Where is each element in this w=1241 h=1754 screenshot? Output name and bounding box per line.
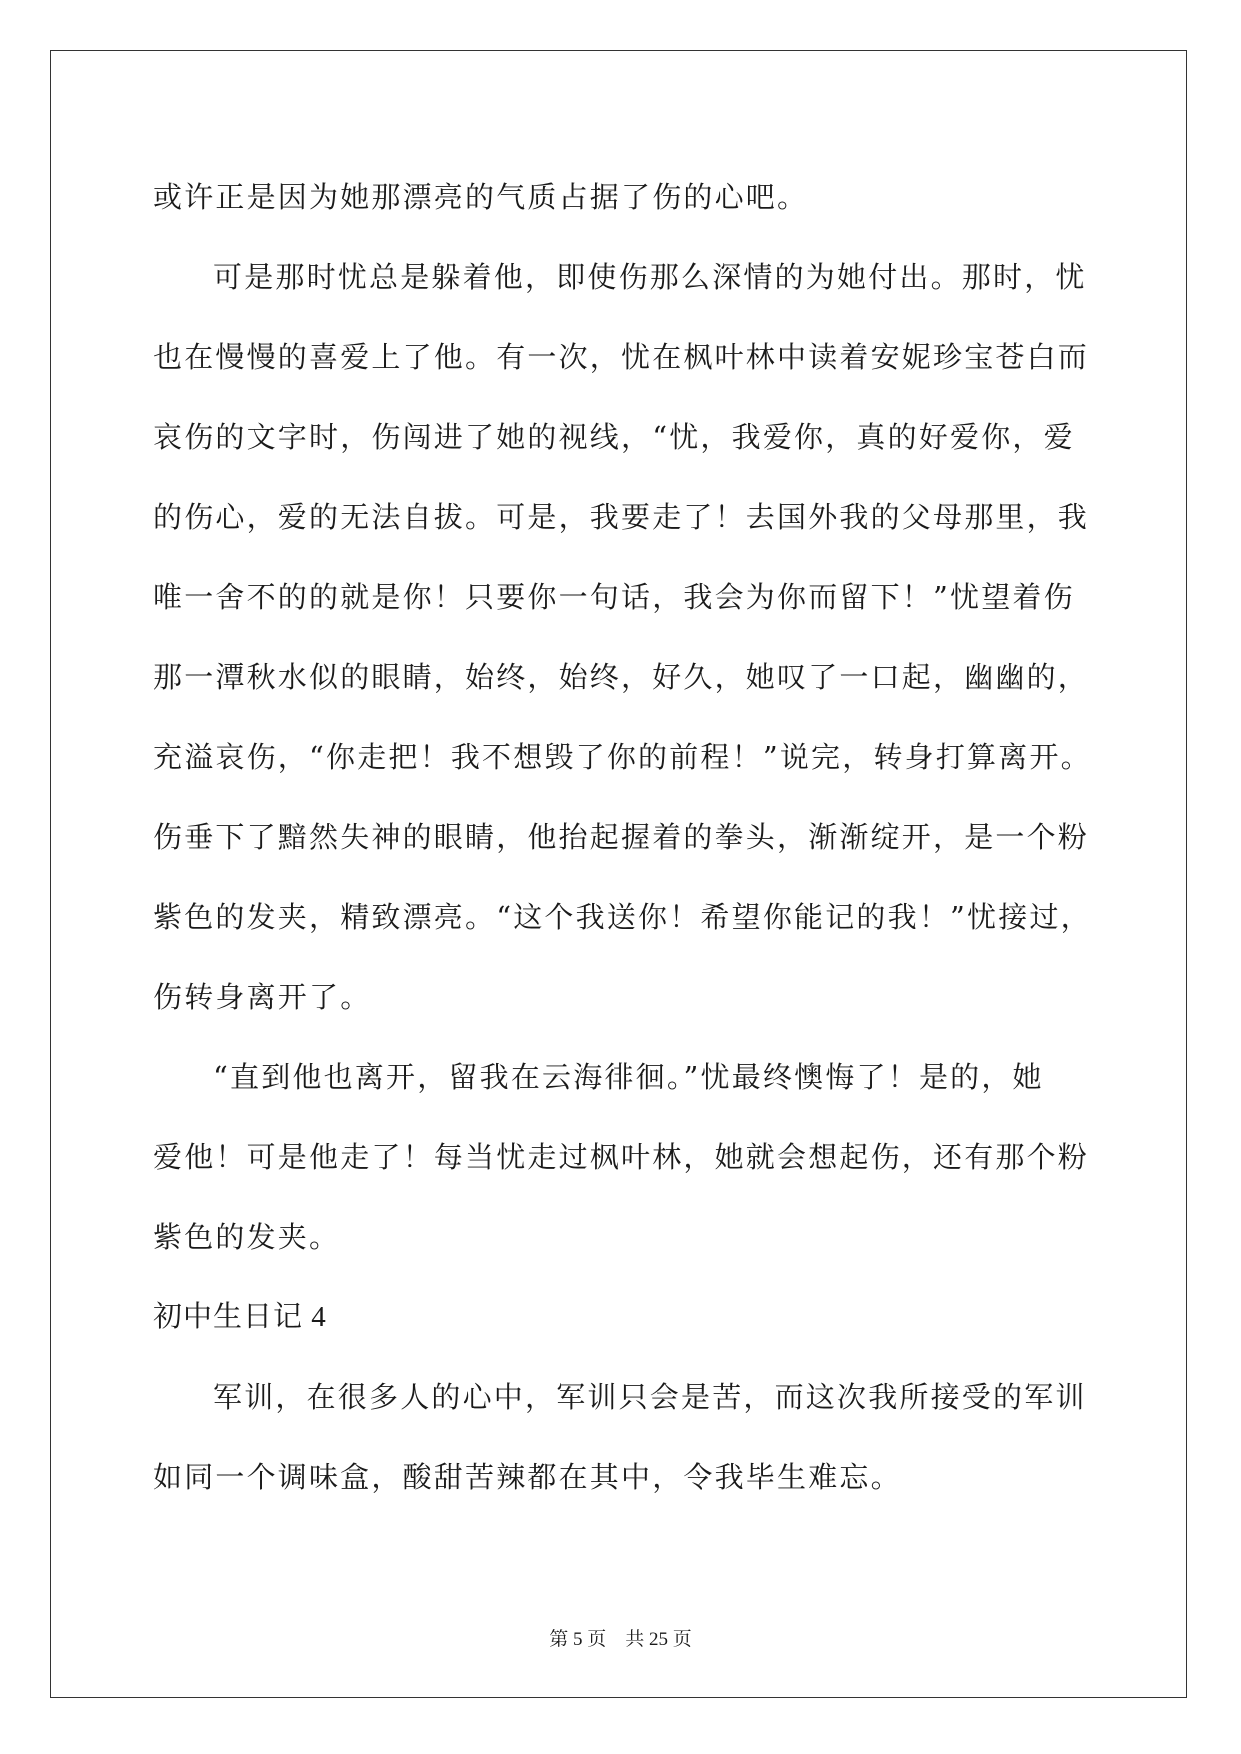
paragraph-line: 充溢哀伤，“你走把！我不想毁了你的前程！”说完，转身打算离开。 xyxy=(153,740,1092,774)
paragraph-line: “直到他也离开，留我在云海徘徊。”忧最终懊悔了！是的，她 xyxy=(213,1060,1044,1094)
paragraph-line: 可是那时忧总是躲着他，即使伤那么深情的为她付出。那时，忧 xyxy=(213,260,1087,294)
paragraph-line: 或许正是因为她那漂亮的气质占据了伤的心吧。 xyxy=(153,180,809,214)
section-heading: 初中生日记 4 xyxy=(153,1301,327,1333)
paragraph-line: 紫色的发夹，精致漂亮。“这个我送你！希望你能记的我！”忧接过， xyxy=(153,900,1092,934)
paragraph-line: 那一潭秋水似的眼睛，始终，始终，好久，她叹了一口起，幽幽的， xyxy=(153,660,1090,694)
paragraph-line: 哀伤的文字时，伤闯进了她的视线，“忧，我爱你，真的好爱你，爱 xyxy=(153,420,1075,454)
paragraph-line: 唯一舍不的的就是你！只要你一句话，我会为你而留下！”忧望着伤 xyxy=(153,580,1075,614)
paragraph-line: 军训，在很多人的心中，军训只会是苦，而这次我所接受的军训 xyxy=(213,1380,1087,1414)
paragraph-line: 紫色的发夹。 xyxy=(153,1220,341,1254)
paragraph-line: 如同一个调味盒，酸甜苦辣都在其中，令我毕生难忘。 xyxy=(153,1460,902,1494)
paragraph-line: 伤转身离开了。 xyxy=(153,980,372,1014)
document-body xyxy=(153,157,1093,1517)
paragraph-line: 伤垂下了黯然失神的眼睛，他抬起握着的拳头，渐渐绽开，是一个粉 xyxy=(153,820,1090,854)
paragraph-line: 的伤心，爱的无法自拔。可是，我要走了！去国外我的父母那里，我 xyxy=(153,500,1090,534)
paragraph-line: 爱他！可是他走了！每当忧走过枫叶林，她就会想起伤，还有那个粉 xyxy=(153,1140,1090,1174)
paragraph-line: 也在慢慢的喜爱上了他。有一次，忧在枫叶林中读着安妮珍宝苍白而 xyxy=(153,340,1090,374)
page-number-footer: 第 5 页 共 25 页 xyxy=(549,1629,692,1650)
